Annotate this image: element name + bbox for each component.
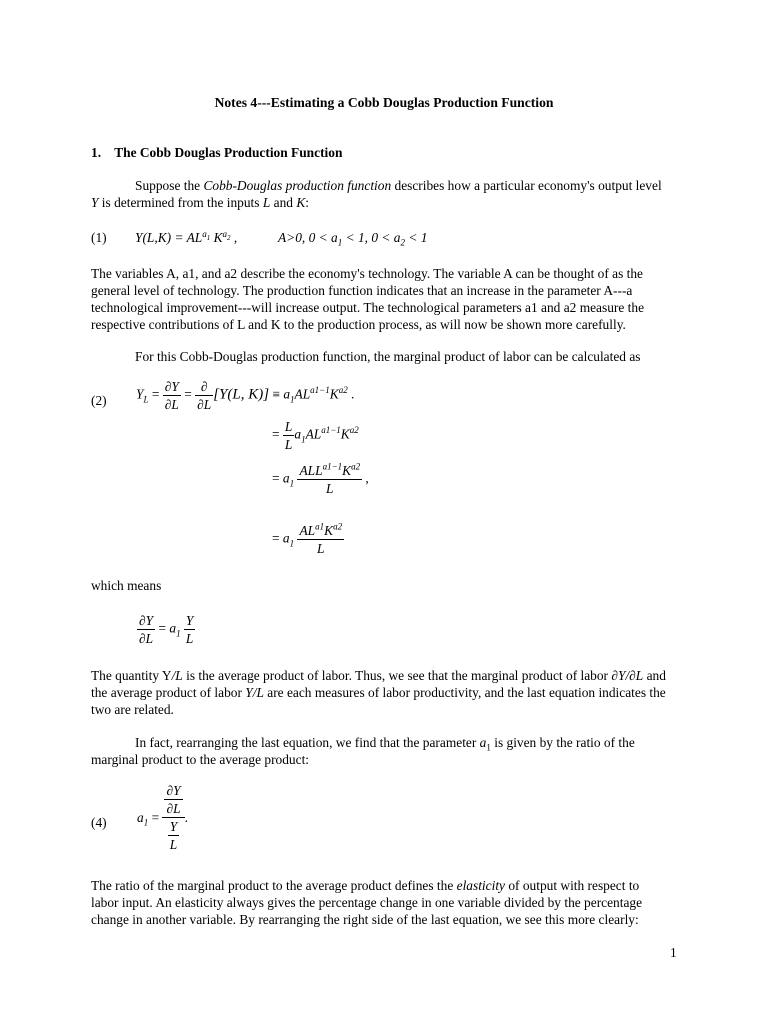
paragraph-2: The variables A, a1, and a2 describe the economy's technology. The variable A can be thought of as the general level of technology. The production function indicates that an increase in the parameter A---a technological improvement---will increase output. The technological parameters a1 and a2 measure the respective contributions of L and K to the production process, as will now be shown more carefully. xyxy=(91,266,645,332)
page-title: Notes 4---Estimating a Cobb Douglas Production Function xyxy=(214,95,554,110)
paragraph-3: For this Cobb-Douglas production function, the marginal product of labor can be calculated as xyxy=(135,349,641,364)
equation-2-line-3: = $a_1$ $\frac{ALL^{a1-1}K^{a2}}{L}$ , xyxy=(272,461,369,496)
equation-1: $Y(L,K) = AL^{a_1}$ $K^{a_2}$ , xyxy=(135,228,238,245)
section-number: 1. xyxy=(91,145,102,160)
which-means: which means xyxy=(91,578,162,593)
page-number: 1 xyxy=(670,945,677,960)
equation-2-line-1: $Y_L$ = $\frac{\partial Y}{\partial L}$ = $\frac{\partial}{\partial L}$ [Y(L, $K)] \equiv a_1AL^{a1-1}K^{a2}$ . xyxy=(136,379,355,412)
paragraph-5: In fact, rearranging the last equation, we find that the parameter $a_1$ is given by the ratio of the marginal product to the average product: xyxy=(91,735,635,767)
equation-4: $a_1$ = $\frac{\frac{\partial Y}{\partial L}}{\frac{Y}{L}}$ . xyxy=(137,783,188,852)
paragraph-6: The ratio of the marginal product to the average product defines the elasticity of output with respect to labor input. An elasticity always gives the percentage change in one variable divided by the percentage change in another variable. By rearranging the right side of the last equation, we see this more clearly: xyxy=(91,878,643,927)
equation-3: $\frac{\partial Y}{\partial L}$ = $a_1$ $\frac{Y}{L}$ xyxy=(139,613,194,646)
section-heading xyxy=(91,144,342,161)
equation-1-conditions: A>0, $0 < a_1 < 1$, $0 < a_2 < 1$ xyxy=(278,230,428,248)
equation-2-line-4: = $a_1$ $\frac{AL^{a1}K^{a2}}{L}$ xyxy=(272,521,343,556)
equation-1-number: (1) xyxy=(91,230,107,245)
equation-2-number: (2) xyxy=(91,393,107,408)
section-title: The Cobb Douglas Production Function xyxy=(114,145,343,160)
paragraph-1: Suppose the Cobb-Douglas production function describes how a particular economy's output level Y is determined from the inputs L and K: xyxy=(91,178,662,210)
paragraph-4: The quantity Y/L is the average product of labor. Thus, we see that the marginal product of labor ∂Y/∂L and the average product of labor Y/L are each measures of labor productivity, and the last equation indicates the two are related. xyxy=(91,668,666,717)
equation-4-number: (4) xyxy=(91,815,107,830)
equation-2-line-2: = $\frac{L}{L}$ $a_1AL^{a1-1}K^{a2}$ xyxy=(272,419,359,452)
